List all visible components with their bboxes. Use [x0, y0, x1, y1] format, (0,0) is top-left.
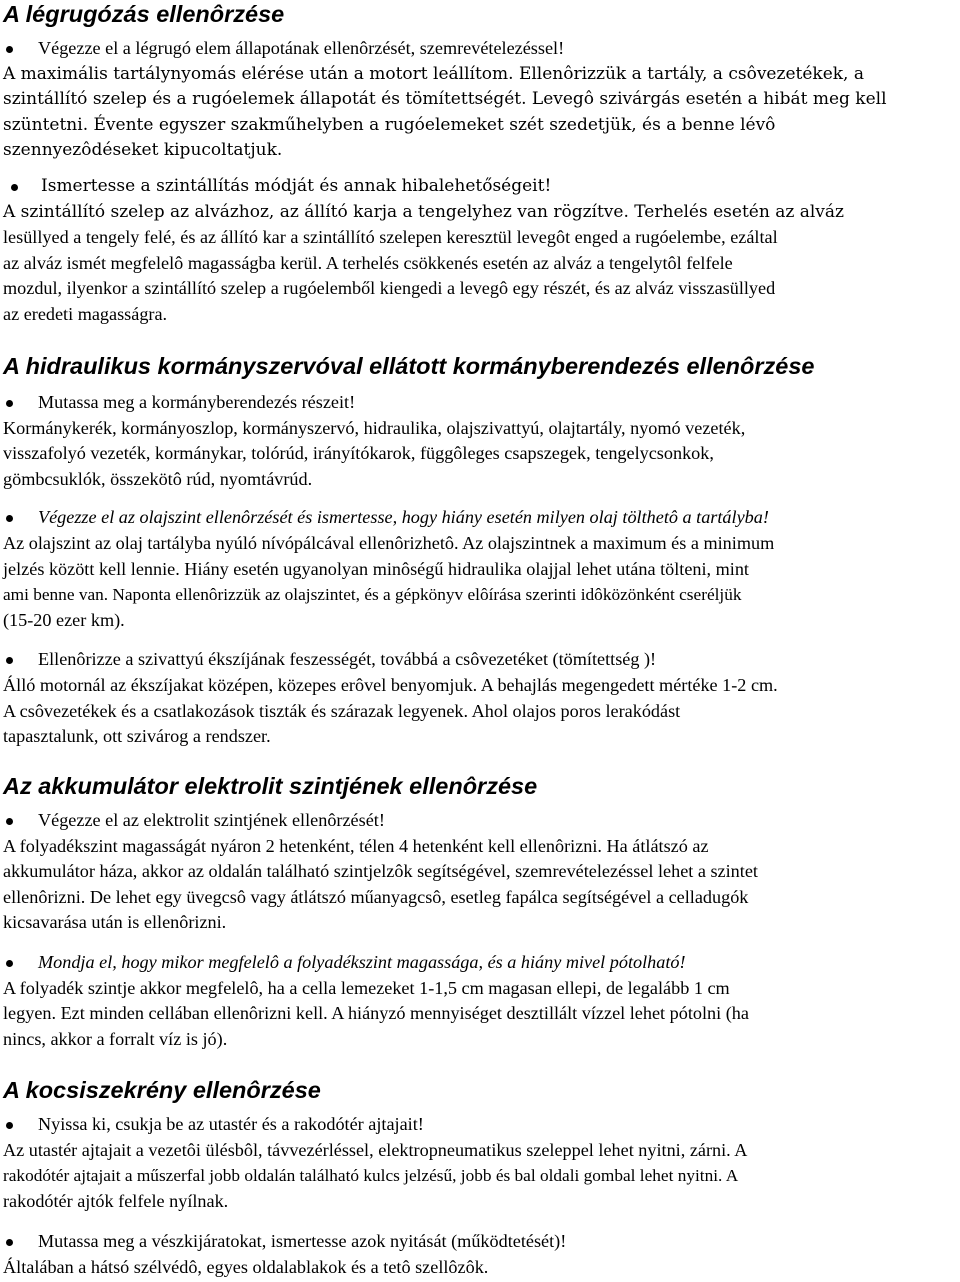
task-bullet — [3, 808, 957, 834]
answer-line: A folyadék szintje akkor megfelelô, ha a cella lemezeket 1-1,5 cm magasan ellepi, de legalább 1 cm — [3, 977, 730, 998]
section-title: A légrugózás ellenôrzése — [3, 1, 285, 27]
section-hidraulikus-kormany — [3, 352, 957, 750]
bullet-dot-icon — [6, 657, 13, 664]
task-text: Mondja el, hogy mikor megfelelô a folyadékszint magassága, és a hiány mivel pótolható! — [38, 951, 686, 972]
task-bullet — [3, 390, 957, 416]
task-bullet — [3, 36, 957, 62]
answer-line: Az olajszint az olaj tartályba nyúló nívópálcával ellenôrizhetô. Az olajszintnek a maximum és a minimum — [3, 532, 775, 553]
bullet-dot-icon — [6, 515, 13, 522]
answer-line: szintállító szelep és a rugóelemek állapotát és tömítettségét. Levegô szivárgás esetén a hibát meg kell — [3, 89, 887, 110]
task-text: Végezze el a légrugó elem állapotának ellenôrzését, szemrevételezéssel! — [38, 38, 565, 58]
answer-line: szüntetni. Évente egyszer szakműhelyben a rugóelemeket szét szedetjük, és a benne lévô — [3, 114, 776, 135]
answer-line: kicsavarása után is ellenôrizni. — [3, 912, 227, 933]
task-text: Ismertesse a szintállítás módját és annak hibalehetőségeit! — [41, 175, 552, 196]
answer-line: ellenôrizni. De lehet egy üvegcsô vagy átlátszó műanyagcsô, esetleg fapálca segítségével a celladugók — [3, 886, 749, 907]
bullet-dot-icon — [6, 960, 13, 967]
answer-line: jelzés között kell lennie. Hiány esetén ugyanolyan minôségű hidraulika olajjal lehet utána tölteni, mint — [3, 558, 749, 579]
task-bullet — [3, 174, 957, 200]
task-text: Végezze el az elektrolit szintjének ellenôrzését! — [38, 810, 385, 830]
task-bullet — [3, 1112, 957, 1138]
answer-line: A folyadékszint magasságát nyáron 2 hetenként, télen 4 hetenként kell ellenôrizni. Ha átlátszó az — [3, 835, 709, 856]
answer-paragraph — [3, 834, 957, 936]
answer-line: szennyezôdéseket kipucoltatjuk. — [3, 140, 283, 161]
section-kocsiszekreny — [3, 1076, 957, 1281]
answer-line: ami benne van. Naponta ellenôrizzük az olajszintet, és a gépkönyv elôírása szerinti idôközönként cseréljük — [3, 585, 742, 605]
section-akkumulator — [3, 772, 957, 1052]
task-bullet — [3, 950, 957, 976]
bullet-dot-icon — [6, 818, 13, 825]
answer-line: Kormánykerék, kormányoszlop, kormányszervó, hidraulika, olajszivattyú, olajtartály, nyomó vezeték, — [3, 417, 746, 438]
task-text: Mutassa meg a vészkijáratokat, ismertesse azok nyitását (működtetését)! — [38, 1231, 567, 1252]
answer-line: visszafolyó vezeték, kormánykar, tolórúd, irányítókarok, függôleges csapszegek, tengelycsonkok, — [3, 443, 714, 464]
bullet-dot-icon — [6, 46, 13, 53]
answer-line: A maximális tartálynyomás elérése után a motort leállítom. Ellenôrizzük a tartály, a csôvezetékek, a — [3, 63, 864, 84]
answer-line: rakodótér ajtajait a műszerfal jobb oldalán található kulcs jelzésű, jobb és bal oldali gombal lehet nyitni. A — [3, 1166, 739, 1186]
task-text: Végezze el az olajszint ellenôrzését és ismertesse, hogy hiány esetén milyen olaj tölthetô a tartályba! — [38, 507, 769, 528]
section-legrugozas — [3, 0, 957, 328]
answer-line — [3, 200, 957, 226]
task-bullet — [3, 505, 957, 531]
answer-paragraph — [3, 531, 957, 633]
answer-line: rakodótér ajtók felfele nyílnak. — [3, 1190, 229, 1211]
bullet-dot-icon — [6, 1239, 13, 1246]
answer-line: lesüllyed a tengely felé, és az állító kar a szintállító szelepen keresztül levegôt enged a rugóelembe, ezáltal — [3, 227, 778, 248]
answer-line: Az utastér ajtajait a vezetôi ülésbôl, távvezérléssel, elektropneumatikus szeleppel lehet nyitni, zárni. A — [3, 1139, 748, 1160]
task-bullet — [3, 1229, 957, 1255]
answer-paragraph — [3, 62, 957, 164]
answer-line: tapasztalunk, ott szivárog a rendszer. — [3, 726, 271, 747]
answer-line: Álló motornál az ékszíjakat középen, közepes erôvel benyomjuk. A behajlás megengedett mértéke 1-2 cm. — [3, 674, 778, 695]
answer-line: az alváz ismét megfelelô magasságba kerül. A terhelés csökkenés esetén az alváz a tengelytôl felfele — [3, 252, 733, 273]
answer-line: Általában a hátsó szélvédô, egyes oldalablakok és a tetô szellôzôk. — [3, 1256, 489, 1277]
answer-line: nincs, akkor a forralt víz is jó). — [3, 1028, 228, 1049]
answer-line: gömbcsuklók, összekötô rúd, nyomtávrúd. — [3, 468, 313, 489]
answer-paragraph — [3, 200, 957, 328]
task-bullet — [3, 647, 957, 673]
answer-line: legyen. Ezt minden cellában ellenôrizni kell. A hiányzó mennyiséget desztillált vízzel lehet pótolni (ha — [3, 1003, 749, 1024]
task-text: Mutassa meg a kormányberendezés részeit! — [38, 392, 356, 412]
answer-line-text: A szintállító szelep az alvázhoz, az állító karja a tengelyhez van rögzítve. Terhelés esetén az alváz — [3, 201, 844, 222]
answer-line: (15-20 ezer km). — [3, 609, 125, 630]
task-text: Nyissa ki, csukja be az utastér és a rakodótér ajtajait! — [38, 1114, 424, 1134]
answer-line: A csôvezetékek és a csatlakozások tiszták és szárazak legyenek. Ahol olajos poros lerakódást — [3, 700, 681, 721]
answer-line: az eredeti magasságra. — [3, 303, 168, 324]
section-title: Az akkumulátor elektrolit szintjének ellenôrzése — [3, 773, 538, 799]
answer-line: mozdul, ilyenkor a szintállító szelep a rugóelemből kiengedi a levegô egy részét, és az alváz visszasüllyed — [3, 278, 776, 299]
answer-paragraph — [3, 1138, 957, 1215]
answer-line: akkumulátor háza, akkor az oldalán található szintjelzôk segítségével, szemrevételezéssel lehet a szintet — [3, 861, 758, 882]
answer-paragraph — [3, 976, 957, 1053]
answer-paragraph — [3, 1255, 957, 1281]
bullet-dot-icon — [6, 1122, 13, 1129]
task-text: Ellenôrizze a szivattyú ékszíjának feszességét, továbbá a csôvezetéket (tömítettség )! — [38, 649, 657, 670]
answer-paragraph — [3, 416, 957, 493]
bullet-dot-icon — [11, 184, 18, 191]
bullet-dot-icon — [6, 400, 13, 407]
answer-paragraph — [3, 673, 957, 750]
section-title: A hidraulikus kormányszervóval ellátott kormányberendezés ellenôrzése — [3, 353, 815, 379]
section-title: A kocsiszekrény ellenôrzése — [3, 1077, 321, 1103]
